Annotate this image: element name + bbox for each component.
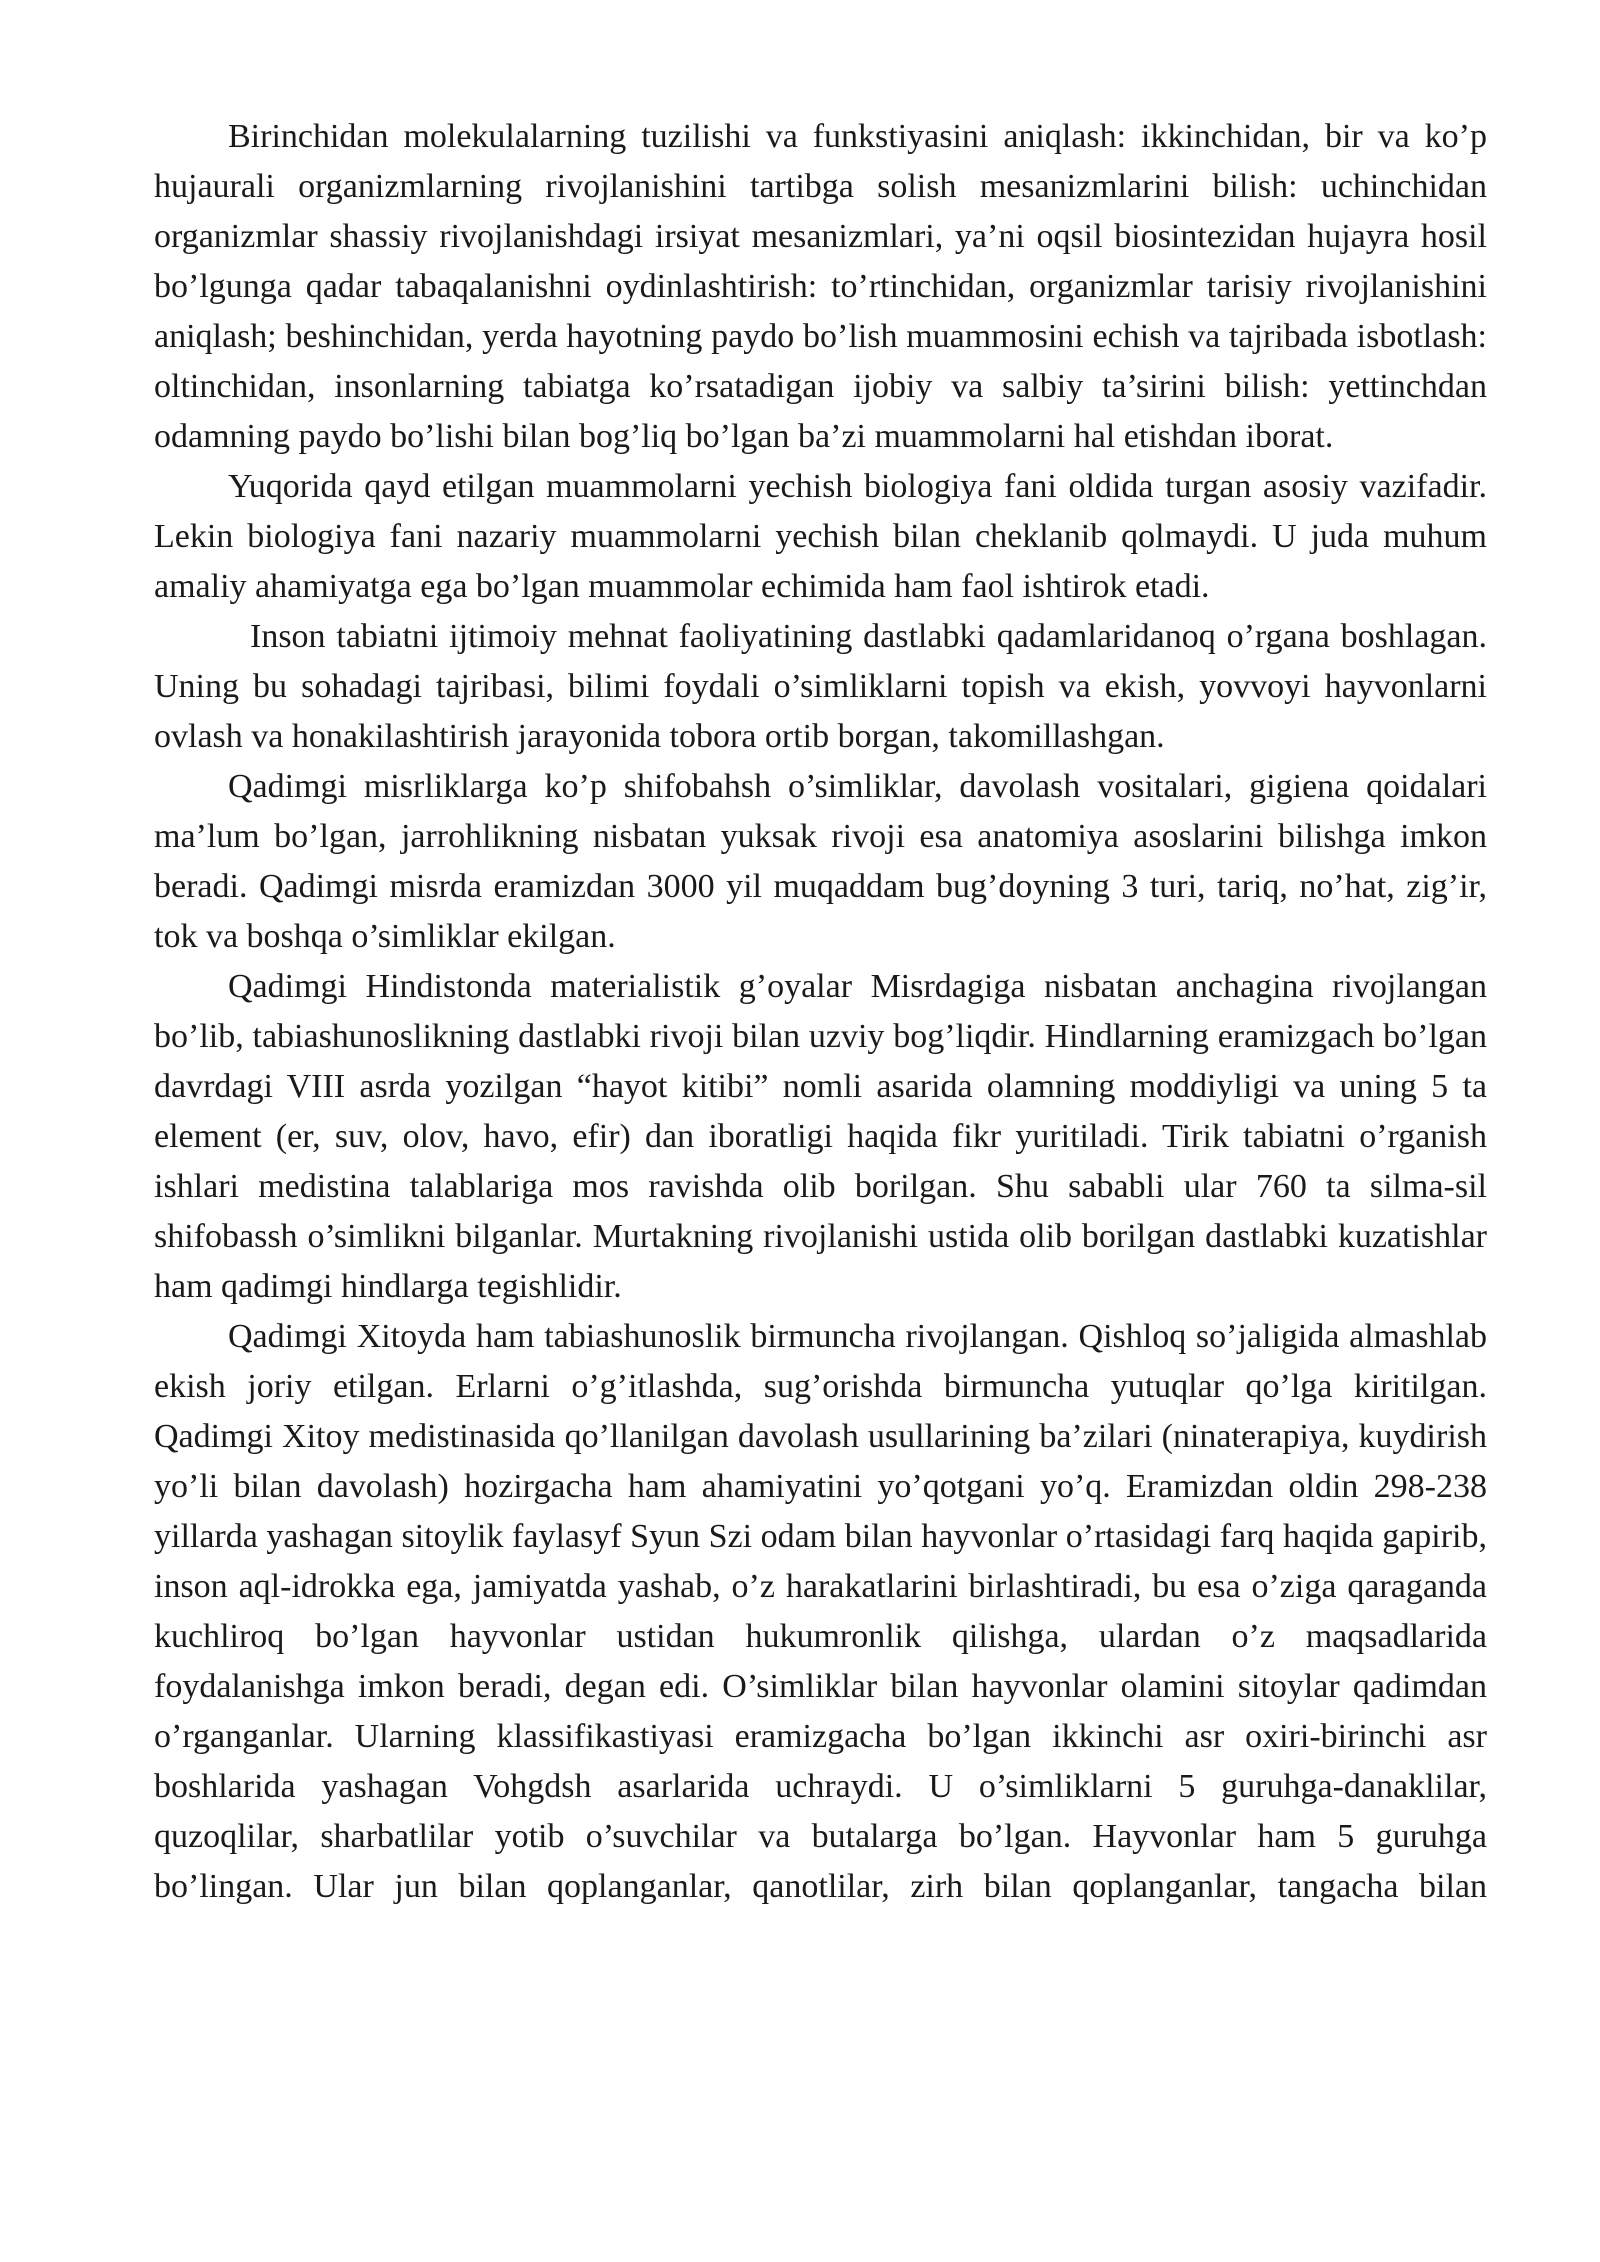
- body-text: [154, 112, 1487, 1912]
- paragraph-6: Qadimgi Xitoyda ham tabiashunoslik birmuncha rivojlangan. Qishloq so’jaligida almashlab ekish joriy etilgan. Erlarni o’g’itlashda, sug’orishda birmuncha yutuqlar qo’lga kiritilgan. Qadimgi Xitoy medistinasida qo’llanilgan davolash usullarining ba’zilari (ninaterapiya, kuydirish yo’li bilan davolash) hozirgacha ham ahamiyatini yo’qotgani yo’q. Eramizdan oldin 298-238 yillarda yashagan sitoylik faylasyf Syun Szi odam bilan hayvonlar o’rtasidagi farq haqida gapirib, inson aql-idrokka ega, jamiyatda yashab, o’z harakatlarini birlashtiradi, bu esa o’ziga qaraganda kuchliroq bo’lgan hayvonlar ustidan hukumronlik qilishga, ulardan o’z maqsadlarida foydalanishga imkon beradi, degan edi. O’simliklar bilan hayvonlar olamini sitoylar qadimdan o’rganganlar. Ularning klassifikastiyasi eramizgacha bo’lgan ikkinchi asr oxiri-birinchi asr boshlarida yashagan Vohgdsh asarlarida uchraydi. U o’simliklarni 5 guruhga-danaklilar, quzoqlilar, sharbatlilar yotib o’suvchilar va butalarga bo’lgan. Hayvonlar ham 5 guruhga bo’lingan. Ular jun bilan qoplanganlar, qanotlilar, zirh bilan qoplanganlar, tangacha bilan: [154, 1318, 1487, 1905]
- paragraph-5: Qadimgi Hindistonda materialistik g’oyalar Misrdagiga nisbatan anchagina rivojlangan bo’lib, tabiashunoslikning dastlabki rivoji bilan uzviy bog’liqdir. Hindlarning eramizgach bo’lgan davrdagi VIII asrda yozilgan “hayot kitibi” nomli asarida olamning moddiyligi va uning 5 ta element (er, suv, olov, havo, efir) dan iboratligi haqida fikr yuritiladi. Tirik tabiatni o’rganish ishlari medistina talablariga mos ravishda olib borilgan. Shu sababli ular 760 ta silma-sil shifobassh o’simlikni bilganlar. Murtakning rivojlanishi ustida olib borilgan dastlabki kuzatishlar ham qadimgi hindlarga tegishlidir.: [154, 968, 1487, 1305]
- paragraph-2: Yuqorida qayd etilgan muammolarni yechish biologiya fani oldida turgan asosiy vazifadir. Lekin biologiya fani nazariy muammolarni yechish bilan cheklanib qolmaydi. U juda muhum amaliy ahamiyatga ega bo’lgan muammolar echimida ham faol ishtirok etadi.: [154, 468, 1487, 605]
- paragraph-3: Inson tabiatni ijtimoiy mehnat faoliyatining dastlabki qadamlaridanoq o’rgana boshlagan. Uning bu sohadagi tajribasi, bilimi foydali o’simliklarni topish va ekish, yovvoyi hayvonlarni ovlash va honakilashtirish jarayonida tobora ortib borgan, takomillashgan.: [154, 618, 1487, 755]
- paragraph-4: Qadimgi misrliklarga ko’p shifobahsh o’simliklar, davolash vositalari, gigiena qoidalari ma’lum bo’lgan, jarrohlikning nisbatan yuksak rivoji esa anatomiya asoslarini bilishga imkon beradi. Qadimgi misrda eramizdan 3000 yil muqaddam bug’doyning 3 turi, tariq, no’hat, zig’ir, tok va boshqa o’simliklar ekilgan.: [154, 768, 1487, 955]
- paragraph-1: Birinchidan molekulalarning tuzilishi va funkstiyasini aniqlash: ikkinchidan, bir va ko’p hujaurali organizmlarning rivojlanishini tartibga solish mesanizmlarini bilish: uchinchidan organizmlar shassiy rivojlanishdagi irsiyat mesanizmlari, ya’ni oqsil biosintezidan hujayra hosil bo’lgunga qadar tabaqalanishni oydinlashtirish: to’rtinchidan, organizmlar tarisiy rivojlanishini aniqlash; beshinchidan, yerda hayotning paydo bo’lish muammosini echish va tajribada isbotlash: oltinchidan, insonlarning tabiatga ko’rsatadigan ijobiy va salbiy ta’sirini bilish: yettinchdan odamning paydo bo’lishi bilan bog’liq bo’lgan ba’zi muammolarni hal etishdan iborat.: [154, 118, 1487, 455]
